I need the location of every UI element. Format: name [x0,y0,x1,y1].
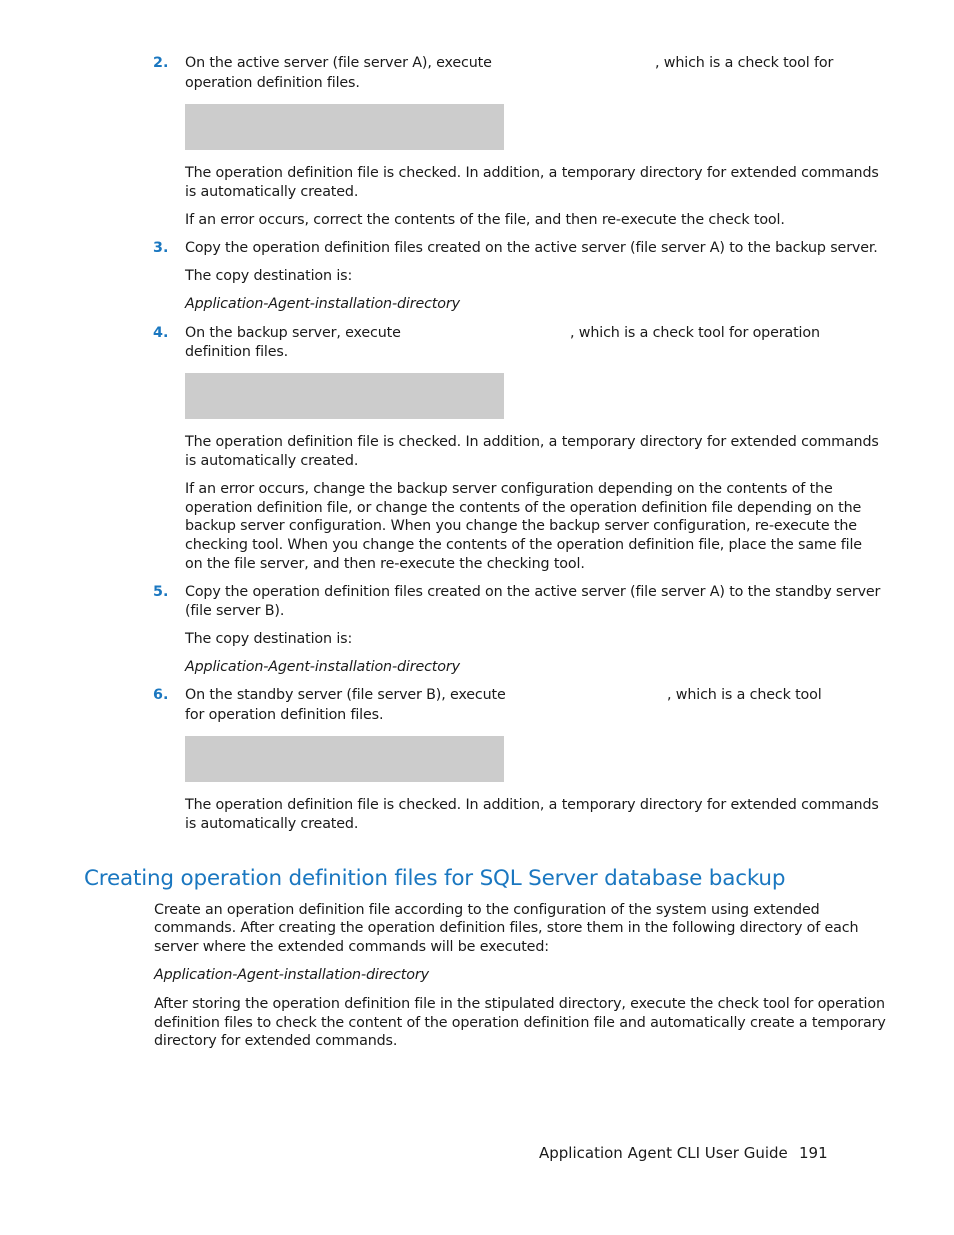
paragraph: The operation definition file is checked. In addition, a temporary directory for extended commands [185,797,879,813]
step-number: 3. [153,240,169,256]
directory-path: Application-Agent-installation-directory [185,659,460,675]
step-text: , which is a check tool for operation [570,325,820,341]
step-text: operation definition files. [185,75,360,91]
paragraph: If an error occurs, change the backup server configuration depending on the contents of the [185,481,833,497]
paragraph: backup server configuration. When you change the backup server configuration, re-execute the [185,518,857,534]
paragraph: The operation definition file is checked. In addition, a temporary directory for extended commands [185,434,879,450]
step-text: Copy the operation definition files created on the active server (file server A) to the backup server. [185,240,878,256]
step-text: On the standby server (file server B), execute [185,687,506,703]
paragraph: checking tool. When you change the contents of the operation definition file, place the same file [185,537,862,553]
paragraph: is automatically created. [185,184,359,200]
paragraph: is automatically created. [185,453,359,469]
directory-path: Application-Agent-installation-directory [185,296,460,312]
paragraph: Create an operation definition file according to the configuration of the system using extended [154,902,820,918]
paragraph: The copy destination is: [185,268,353,284]
paragraph: on the file server, and then re-execute the checking tool. [185,556,585,572]
directory-path: Application-Agent-installation-directory [154,967,429,983]
paragraph: The operation definition file is checked. In addition, a temporary directory for extended commands [185,165,879,181]
footer-title: Application Agent CLI User Guide [539,1144,788,1162]
page-number: 191 [799,1144,828,1162]
paragraph: If an error occurs, correct the contents of the file, and then re-execute the check tool. [185,212,785,228]
step-number: 5. [153,584,169,600]
step-text: (file server B). [185,603,285,619]
step-number: 2. [153,55,169,71]
command-block [185,104,504,150]
paragraph: The copy destination is: [185,631,353,647]
step-text: On the backup server, execute [185,325,401,341]
step-text: On the active server (file server A), execute [185,55,492,71]
command-block [185,736,504,782]
step-text: definition files. [185,344,289,360]
command-block [185,373,504,419]
paragraph: is automatically created. [185,816,359,832]
step-number: 6. [153,687,169,703]
step-number: 4. [153,325,169,341]
section-heading: Creating operation definition files for SQL Server database backup [84,866,786,891]
step-text: , which is a check tool [667,687,822,703]
paragraph: commands. After creating the operation definition files, store them in the following directory of each [154,920,859,936]
paragraph: server where the extended commands will be executed: [154,939,549,955]
paragraph: After storing the operation definition file in the stipulated directory, execute the check tool for operation [154,996,885,1012]
paragraph: directory for extended commands. [154,1033,398,1049]
step-text: , which is a check tool for [655,55,834,71]
step-text: for operation definition files. [185,707,384,723]
step-text: Copy the operation definition files created on the active server (file server A) to the standby server [185,584,881,600]
paragraph: definition files to check the content of the operation definition file and automatically create a temporary [154,1015,886,1031]
paragraph: operation definition file, or change the contents of the operation definition file depending on the [185,500,862,516]
